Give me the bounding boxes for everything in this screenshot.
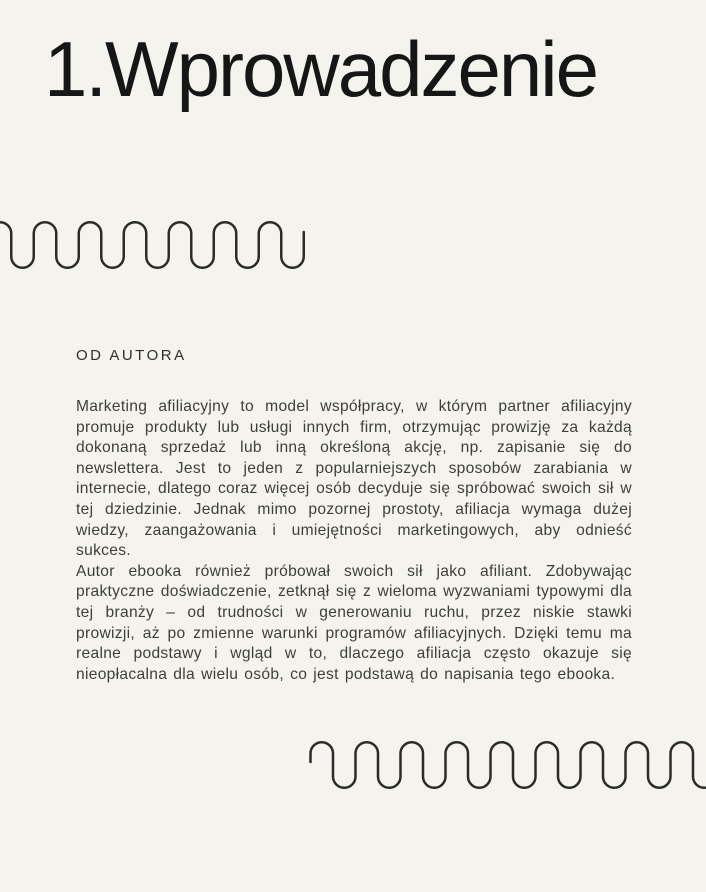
squiggle-divider-top-icon: [0, 218, 310, 274]
squiggle-divider-bottom-icon: [308, 738, 706, 794]
section-heading: OD AUTORA: [76, 347, 187, 364]
chapter-title: 1.Wprowadzenie: [44, 25, 597, 113]
body-text: [76, 397, 632, 685]
paragraph-2: Autor ebooka również próbował swoich sił jako afiliant. Zdobywając praktyczne doświadczenie, zetknął się z wieloma wyzwaniami typowymi dla tej branży – od trudności w generowaniu ruchu, przez niskie stawki prowizji, aż po zmienne warunki programów afiliacyjnych. Dzięki temu ma realne podstawy i wgląd w to, dlaczego afiliacja często okazuje się nieopłacalna dla wielu osób, co jest podstawą do napisania tego ebooka.: [76, 562, 632, 683]
paragraph-1: Marketing afiliacyjny to model współpracy, w którym partner afiliacyjny promuje produkty lub usługi innych firm, otrzymując prowizję za każdą dokonaną sprzedaż lub inną określoną akcję, np. zapisanie się do newslettera. Jest to jeden z popularniejszych sposobów zarabiania w internecie, dlatego coraz więcej osób decyduje się spróbować swoich sił w tej dziedzinie. Jednak mimo pozornej prostoty, afiliacja wymaga dużej wiedzy, zaangażowania i umiejętności marketingowych, aby odnieść sukces.: [76, 398, 632, 560]
